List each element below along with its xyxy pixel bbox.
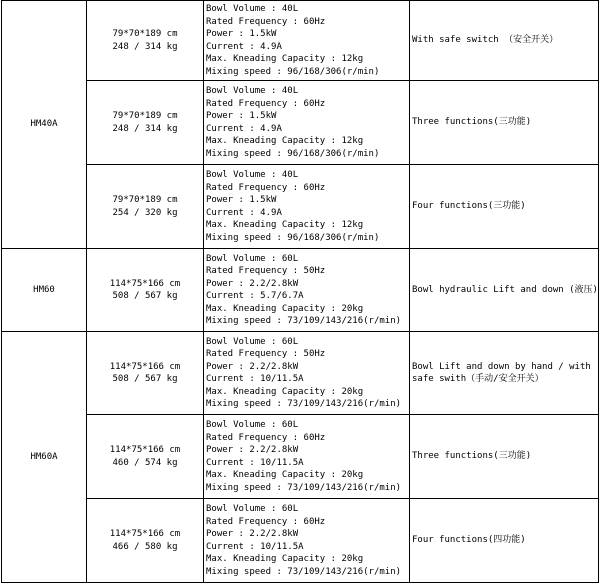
- spec-line: Current : 5.7/6.7A: [206, 291, 304, 301]
- table-row: [2, 1, 599, 81]
- spec-line: Power : 1.5kW: [206, 29, 277, 39]
- spec-line: Current : 10/11.5A: [206, 541, 304, 552]
- spec-line: Bowl Volume : 60L: [206, 504, 299, 514]
- feature-cell: With safe switch （安全开关）: [410, 1, 599, 81]
- spec-line: Mixing speed : 73/109/143/216(r/min): [206, 316, 402, 326]
- weight-text: 466 / 580 kg: [112, 541, 178, 552]
- spec-line: Rated Frequency : 60Hz: [206, 98, 326, 109]
- spec-line: Power : 2.2/2.8kW: [206, 361, 299, 372]
- specs-cell: [204, 499, 410, 583]
- spec-line: Bowl Volume : 60L: [206, 336, 299, 347]
- weight-text: 248 / 314 kg: [112, 123, 178, 134]
- feature-cell: Four functions(四功能): [410, 499, 599, 583]
- model-cell-hm60: [2, 249, 87, 332]
- spec-line: Current : 4.9A: [206, 207, 282, 218]
- weight-text: 254 / 320 kg: [112, 207, 178, 218]
- spec-line: Mixing speed : 96/168/306(r/min): [206, 148, 380, 159]
- spec-line: Mixing speed : 73/109/143/216(r/min): [206, 399, 402, 409]
- dims-cell: [87, 165, 204, 249]
- dimensions-text: 114*75*166 cm: [109, 278, 181, 289]
- spec-line: Max. Kneading Capacity : 12kg: [206, 54, 364, 64]
- feature-cell: Three functions(三功能): [410, 415, 599, 499]
- dims-cell: [87, 415, 204, 499]
- table-row: [2, 81, 599, 165]
- dimensions-text: 114*75*166 cm: [109, 445, 181, 455]
- spec-line: Power : 2.2/2.8kW: [206, 445, 299, 455]
- spec-line: Rated Frequency : 60Hz: [206, 432, 326, 443]
- spec-line: Current : 10/11.5A: [206, 457, 304, 468]
- model-label: HM40A: [30, 119, 58, 130]
- spec-line: Rated Frequency : 50Hz: [206, 349, 326, 359]
- spec-line: Max. Kneading Capacity : 20kg: [206, 554, 364, 564]
- specs-cell: [204, 332, 410, 415]
- spec-line: Current : 4.9A: [206, 123, 282, 134]
- weight-text: 460 / 574 kg: [112, 457, 178, 468]
- spec-line: Rated Frequency : 50Hz: [206, 266, 326, 276]
- spec-line: Power : 2.2/2.8kW: [206, 529, 299, 539]
- spec-line: Mixing speed : 73/109/143/216(r/min): [206, 566, 402, 577]
- spec-line: Max. Kneading Capacity : 20kg: [206, 470, 364, 480]
- model-label: HM60A: [30, 451, 58, 462]
- dimensions-text: 79*70*189 cm: [112, 29, 178, 39]
- table-row: [2, 499, 599, 583]
- weight-text: 508 / 567 kg: [112, 291, 178, 301]
- spec-line: Bowl Volume : 60L: [206, 253, 299, 264]
- spec-line: Power : 1.5kW: [206, 195, 277, 205]
- specs-cell: [204, 81, 410, 165]
- dimensions-text: 114*75*166 cm: [109, 529, 181, 539]
- spec-line: Bowl Volume : 40L: [206, 4, 299, 14]
- spec-line: Power : 1.5kW: [206, 111, 277, 121]
- spec-line: Max. Kneading Capacity : 12kg: [206, 136, 364, 146]
- spec-line: Bowl Volume : 40L: [206, 170, 299, 180]
- spec-line: Current : 4.9A: [206, 41, 282, 52]
- spec-line: Max. Kneading Capacity : 20kg: [206, 303, 364, 314]
- dims-cell: [87, 249, 204, 332]
- dims-cell: [87, 1, 204, 81]
- spec-line: Max. Kneading Capacity : 20kg: [206, 386, 364, 397]
- spec-line: Mixing speed : 96/168/306(r/min): [206, 66, 380, 77]
- table-row: [2, 249, 599, 332]
- feature-cell: Bowl Lift and down by hand / with safe swith（手动/安全开关）: [410, 332, 599, 415]
- table-row: [2, 332, 599, 415]
- model-cell-hm40a: [2, 1, 87, 249]
- feature-cell: Bowl hydraulic Lift and down (液压): [410, 249, 599, 332]
- dims-cell: [87, 499, 204, 583]
- dimensions-text: 79*70*189 cm: [112, 195, 178, 205]
- spec-line: Rated Frequency : 60Hz: [206, 516, 326, 527]
- feature-cell: Four functions(三功能): [410, 165, 599, 249]
- spec-table: [1, 0, 599, 583]
- feature-cell: Three functions(三功能): [410, 81, 599, 165]
- specs-cell: [204, 249, 410, 332]
- dimensions-text: 79*70*189 cm: [112, 111, 178, 121]
- table-row: [2, 165, 599, 249]
- model-label: HM60: [33, 284, 55, 295]
- dims-cell: [87, 81, 204, 165]
- dimensions-text: 114*75*166 cm: [109, 361, 181, 372]
- spec-line: Bowl Volume : 60L: [206, 420, 299, 430]
- specs-cell: [204, 1, 410, 81]
- spec-line: Mixing speed : 96/168/306(r/min): [206, 232, 380, 243]
- spec-line: Power : 2.2/2.8kW: [206, 278, 299, 289]
- table-row: [2, 415, 599, 499]
- spec-line: Current : 10/11.5A: [206, 374, 304, 384]
- weight-text: 248 / 314 kg: [112, 41, 178, 52]
- spec-line: Rated Frequency : 60Hz: [206, 182, 326, 193]
- spec-line: Rated Frequency : 60Hz: [206, 16, 326, 27]
- spec-line: Mixing speed : 73/109/143/216(r/min): [206, 482, 402, 493]
- model-cell-hm60a: [2, 332, 87, 583]
- dims-cell: [87, 332, 204, 415]
- spec-line: Bowl Volume : 40L: [206, 86, 299, 96]
- weight-text: 508 / 567 kg: [112, 374, 178, 384]
- specs-cell: [204, 165, 410, 249]
- spec-line: Max. Kneading Capacity : 12kg: [206, 220, 364, 230]
- specs-cell: [204, 415, 410, 499]
